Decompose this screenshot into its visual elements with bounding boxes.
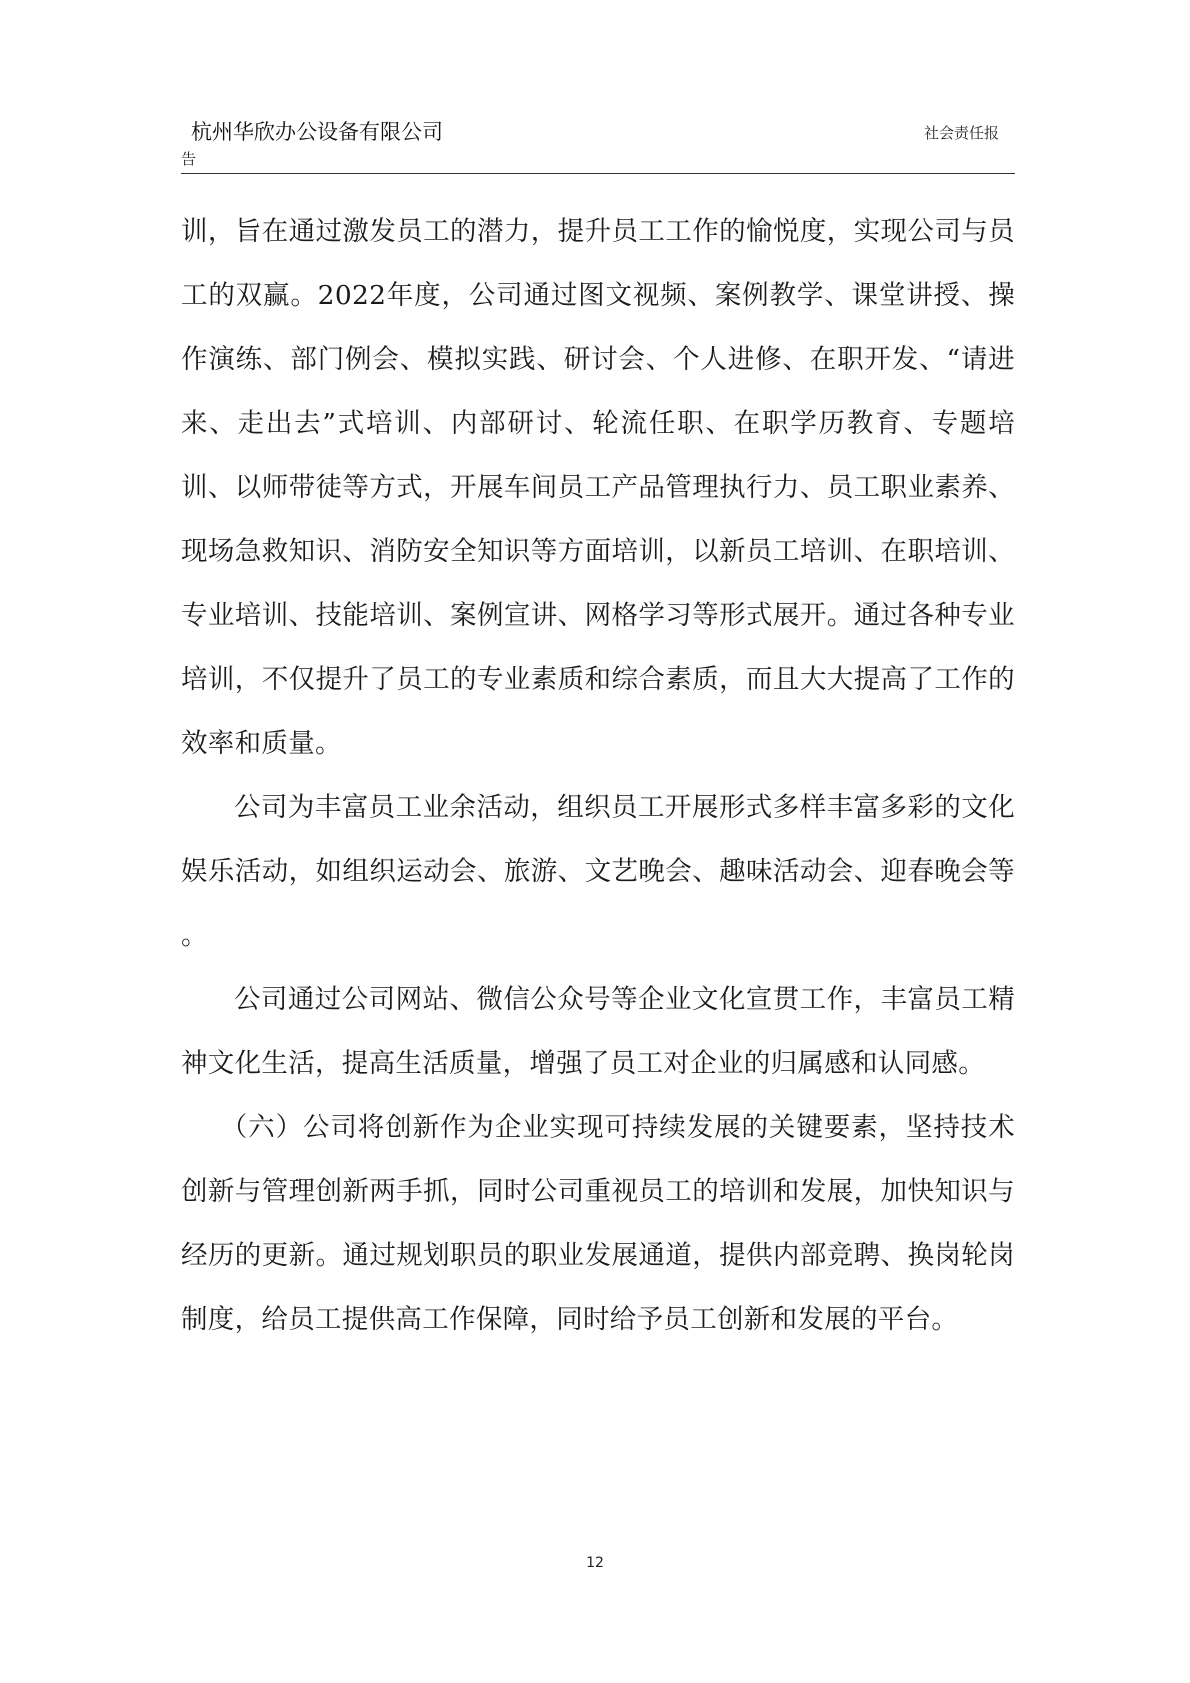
- report-title: 社会责任报: [923, 124, 999, 142]
- paragraph-culture: 公司通过公司网站、微信公众号等企业文化宣贯工作，丰富员工精神文化生活，提高生活质量，增强了员工对企业的归属感和认同感。: [181, 984, 1015, 1079]
- page-header: [181, 117, 1015, 177]
- body-text: [181, 200, 1015, 1352]
- paragraph-training: 训，旨在通过激发员工的潜力，提升员工工作的愉悦度，实现公司与员工的双赢。2022年度，公司通过图文视频、案例教学、课堂讲授、操作演练、部门例会、模拟实践、研讨会、个人进修、在职开发、“请进来、走出去”式培训、内部研讨、轮流任职、在职学历教育、专题培训、以师带徒等方式，开展车间员工产品管理执行力、员工职业素养、现场急救知识、消防安全知识等方面培训，以新员工培训、在职培训、专业培训、技能培训、案例宣讲、网格学习等形式展开。通过各种专业培训，不仅提升了员工的专业素质和综合素质，而且大大提高了工作的效率和质量。: [181, 216, 1015, 759]
- page-number: 12: [586, 1555, 604, 1571]
- header-divider: [181, 173, 1015, 174]
- paragraph-activities: 公司为丰富员工业余活动，组织员工开展形式多样丰富多彩的文化娱乐活动，如组织运动会、旅游、文艺晚会、趣味活动会、迎春晚会等 。: [181, 792, 1015, 951]
- paragraph-innovation: （六）公司将创新作为企业实现可持续发展的关键要素，坚持技术创新与管理创新两手抓，同时公司重视员工的培训和发展，加快知识与经历的更新。通过规划职员的职业发展通道，提供内部竞聘、换岗轮岗制度，给员工提供高工作保障，同时给予员工创新和发展的平台。: [181, 1112, 1015, 1335]
- company-name: 杭州华欣办公设备有限公司: [191, 120, 443, 144]
- report-title-wrap: 告: [181, 150, 197, 168]
